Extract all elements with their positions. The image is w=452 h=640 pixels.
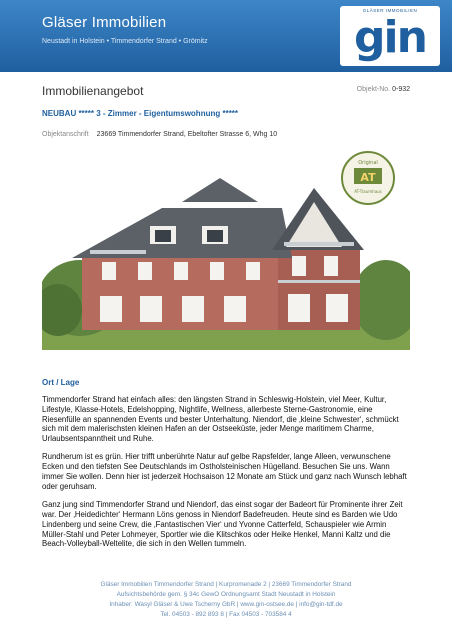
address-value: 23669 Timmendorfer Strand, Ebeltofter Strasse 6, Whg 10	[96, 131, 278, 138]
footer-authority: Aufsichtsbehörde gem. § 34c GewO Ordnungsamt Stadt Neustadt in Holstein	[116, 591, 336, 598]
gin-logo	[340, 6, 440, 66]
badge-bottom-text: AT-Traumhaus	[354, 189, 382, 194]
badge-main-text: AT	[360, 171, 376, 184]
page-title: Immobilienangebot	[42, 84, 144, 98]
location-heading: Ort / Lage	[42, 378, 80, 387]
badge-top-text: Original	[358, 160, 378, 166]
logo-small-text: GLÄSER IMMOBILIEN	[362, 8, 418, 13]
location-paragraph: Rundherum ist es grün. Hier trifft unberührte Natur auf gelbe Rapsfelder, lange Alleen, verwunschene Ecken und den tiefsten See Deutschlands im Ostholsteinischen Hügelland. Besuchen Sie uns. Wann immer Sie wollen. Denn hier ist jederzeit Hochsaison 12 Monate am Stück und ganz nach Wunsch lebhaft oder geruhsam.	[42, 452, 407, 491]
location-description	[42, 395, 412, 558]
page-footer	[0, 580, 452, 620]
footer-phone: Tel. 04503 - 892 893 8 | Fax 04503 - 703584 4	[160, 611, 292, 618]
building-photo	[42, 150, 410, 350]
footer-owners: Inhaber: Wasyl Gläser & Uwe Tscherny GbR | www.gin-ostsee.de | info@gin-tdf.de	[109, 601, 343, 608]
location-paragraph: Ganz jung sind Timmendorfer Strand und Niendorf, das einst sogar der Badeort für Prominente ihrer Zeit war. Der ‚Heidedichter‘ Hermann Löns genoss in Niendorf Badefreuden. Heute sind es Barden wie Udo Lindenberg und seine Crew, die ‚Fantastischen Vier‘ und Yvonne Catterfeld, Schauspieler wie Armin Müller-Stahl und Peter Lohmeyer, Sportler wie die Klitschkos oder Heike Henkel, Manni Kaltz und die Beach-Volleyball-Weltelite, die sich in den Wellen tummeln.	[42, 500, 403, 549]
object-number	[357, 86, 410, 93]
original-at-badge	[342, 152, 394, 204]
listing-headline: NEUBAU ***** 3 - Zimmer - Eigentumswohnung *****	[42, 109, 239, 118]
location-paragraph: Timmendorfer Strand hat einfach alles: den längsten Strand in Schleswig-Holstein, viel Meer, Kultur, Lifestyle, Klasse-Hotels, Edelshopping, Nightlife, Wellness, allerbeste Sterne-Gastronomie, eine Riesenfülle an spannenden Events und bester Unterhaltung. Niendorf, die ‚kleine Schwester‘, schmückt sich mit dem malerischsten kleinen Hafen an der Ostseeküste, jeder Menge maritimem Charme, Urlaubsentspanntheit und Ruhe.	[42, 395, 399, 444]
address-label: Objektanschrift	[42, 131, 89, 138]
object-number-value: 0-932	[392, 86, 410, 93]
company-name: Gläser Immobilien	[42, 14, 167, 31]
page-header	[0, 0, 452, 72]
object-number-label: Objekt-No.	[356, 86, 391, 93]
footer-address: Gläser Immobilien Timmendorfer Strand | Kurpromenade 2 | 23669 Timmendorfer Strand	[100, 581, 352, 588]
logo-main-text: gin	[354, 12, 426, 63]
object-address	[42, 131, 277, 138]
company-locations: Neustadt in Holstein • Timmendorfer Strand • Grömitz	[42, 38, 208, 45]
